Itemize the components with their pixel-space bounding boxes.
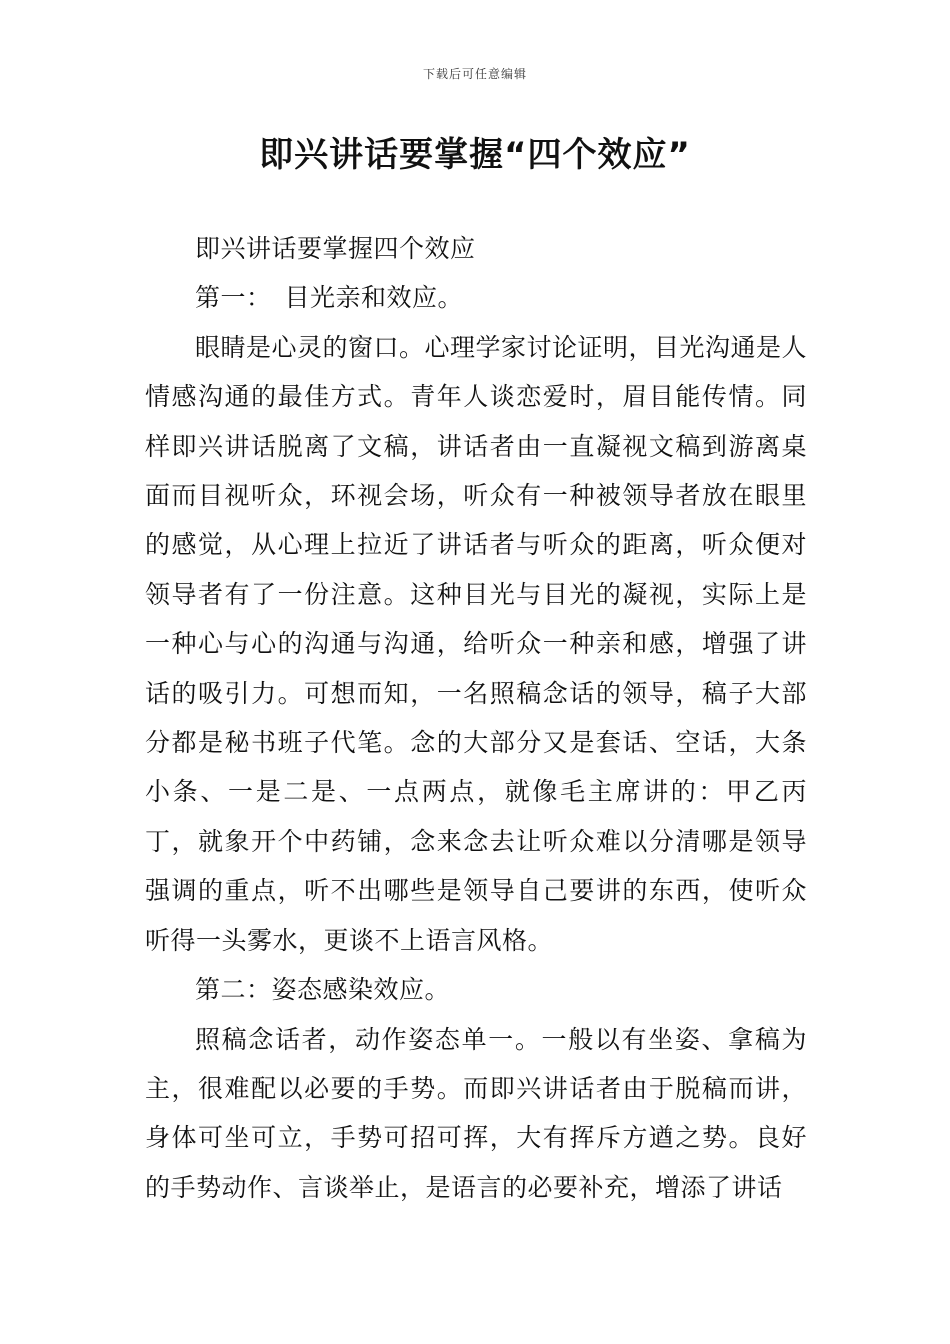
paragraph-body-1: 眼睛是心灵的窗口。心理学家讨论证明，目光沟通是人情感沟通的最佳方式。青年人谈恋爱时，眉目能传情。同样即兴讲话脱离了文稿，讲话者由一直凝视文稿到游离桌面而目视听众，环视会场，听众有一种被领导者放在眼里的感觉，从心理上拉近了讲话者与听众的距离，听众便对领导者有了一份注意。这种目光与目光的凝视，实际上是一种心与心的沟通与沟通，给听众一种亲和感，增强了讲话的吸引力。可想而知，一名照稿念话的领导，稿子大部分都是秘书班子代笔。念的大部分又是套话、空话，大条小条、一是二是、一点两点，就像毛主席讲的：甲乙丙丁，就象开个中药铺，念来念去让听众难以分清哪是领导强调的重点，听不出哪些是领导自己要讲的东西，使听众听得一头雾水，更谈不上语言风格。 — [145, 332, 808, 955]
header-note: 下载后可任意编辑 — [422, 67, 527, 81]
paragraph-heading-2: 第二：姿态感染效应。 — [195, 975, 451, 1005]
paragraph-body-2: 照稿念话者，动作姿态单一。一般以有坐姿、拿稿为主，很难配以必要的手势。而即兴讲话者由于脱稿而讲，身体可坐可立，手势可招可挥，大有挥斥方遒之势。良好的手势动作、言谈举止，是语言的必要补充，增添了讲话 — [145, 1024, 807, 1202]
document-body — [145, 224, 807, 1212]
document-title: 即兴讲话要掌握“四个效应” — [259, 135, 691, 175]
paragraph-heading-1: 第一： 目光亲和效应。 — [195, 283, 464, 313]
paragraph-subtitle: 即兴讲话要掌握四个效应 — [195, 234, 476, 263]
